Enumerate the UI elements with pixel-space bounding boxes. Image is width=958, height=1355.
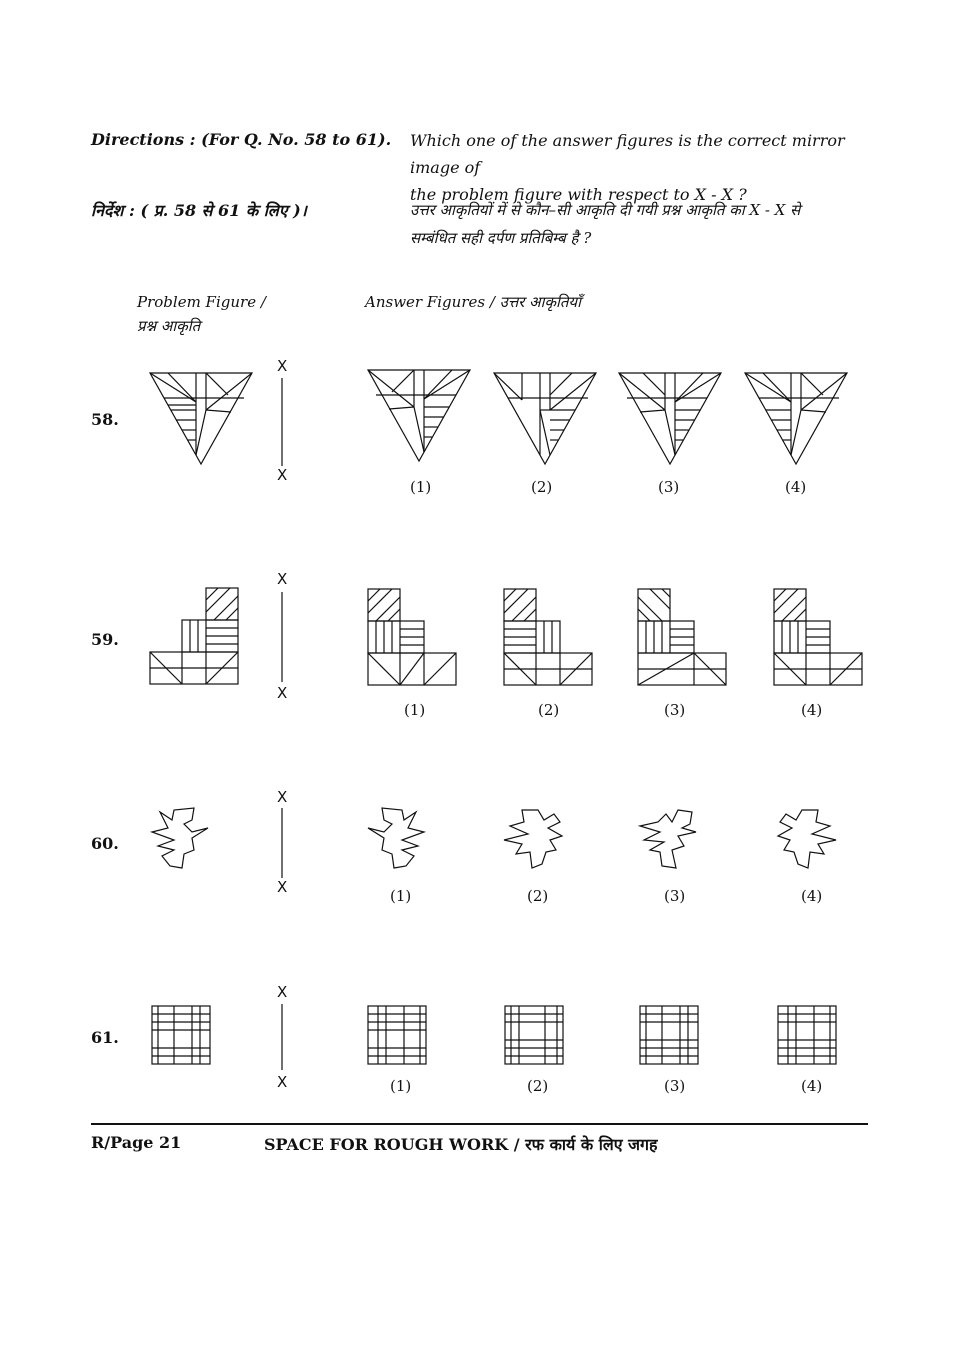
mirror-label-bottom: X: [277, 466, 288, 484]
answer-figure-60-3: [636, 806, 702, 872]
directions-text-en-line2: the problem figure with respect to X - X ?: [410, 185, 747, 204]
footer-divider: [91, 1123, 868, 1125]
option-label: (3): [664, 887, 686, 905]
problem-figure-60: [148, 806, 214, 872]
option-label: (2): [527, 887, 549, 905]
problem-figure-header: [137, 290, 266, 338]
mirror-label-top: X: [277, 983, 288, 1001]
mirror-line: [280, 592, 284, 682]
answer-figure-60-4: [774, 806, 840, 872]
mirror-line: [280, 808, 284, 878]
answer-figure-59-2: [502, 587, 594, 687]
option-label: (4): [801, 701, 823, 719]
option-label: (1): [390, 887, 412, 905]
answer-figure-61-2: [503, 1004, 567, 1066]
answer-figure-61-1: [366, 1004, 430, 1066]
answer-figure-58-2: [492, 370, 598, 466]
question-number: 58.: [91, 410, 119, 429]
option-label: (2): [538, 701, 560, 719]
directions-text-hi-line1: उत्तर आकृतियों में से कौन–सी आकृति दी गयी प्रश्न आकृति का X - X से: [410, 201, 801, 219]
mirror-line: [280, 378, 284, 466]
mirror-label-top: X: [277, 357, 288, 375]
mirror-label-bottom: X: [277, 1073, 288, 1091]
problem-figure-58: [148, 370, 254, 466]
problem-figure-59: [148, 586, 240, 686]
mirror-line: [280, 1004, 284, 1070]
answer-figure-61-4: [776, 1004, 840, 1066]
option-label: (4): [785, 478, 807, 496]
answer-figures-header: Answer Figures / उत्तर आकृतियाँ: [365, 293, 582, 311]
problem-figure-header-line2: प्रश्न आकृति: [137, 317, 201, 335]
mirror-label-bottom: X: [277, 684, 288, 702]
mirror-label-top: X: [277, 788, 288, 806]
answer-figure-60-1: [362, 806, 428, 872]
answer-figure-58-1: [366, 367, 472, 463]
problem-figure-header-line1: Problem Figure /: [137, 293, 266, 311]
directions-text-hi: [410, 196, 880, 252]
option-label: (2): [527, 1077, 549, 1095]
option-label: (1): [404, 701, 426, 719]
directions-text-en-line1: Which one of the answer figures is the correct mirror image of: [410, 131, 845, 177]
option-label: (4): [801, 1077, 823, 1095]
answer-figure-58-4: [743, 370, 849, 466]
mirror-label-top: X: [277, 570, 288, 588]
answer-figure-59-4: [772, 587, 864, 687]
question-number: 60.: [91, 834, 119, 853]
option-label: (2): [531, 478, 553, 496]
directions-text-hi-line2: सम्बंधित सही दर्पण प्रतिबिम्ब है ?: [410, 229, 592, 247]
answer-figure-58-3: [617, 370, 723, 466]
option-label: (3): [664, 701, 686, 719]
option-label: (4): [801, 887, 823, 905]
option-label: (3): [664, 1077, 686, 1095]
option-label: (3): [658, 478, 680, 496]
problem-figure-61: [150, 1004, 214, 1066]
answer-figure-59-1: [366, 587, 458, 687]
directions-label-en: Directions : (For Q. No. 58 to 61).: [91, 130, 392, 149]
answer-figure-60-2: [500, 806, 566, 872]
option-label: (1): [410, 478, 432, 496]
option-label: (1): [390, 1077, 412, 1095]
question-number: 61.: [91, 1028, 119, 1047]
answer-figure-61-3: [638, 1004, 702, 1066]
mirror-label-bottom: X: [277, 878, 288, 896]
page-number: R/Page 21: [91, 1133, 182, 1152]
rough-work-label: SPACE FOR ROUGH WORK / रफ कार्य के लिए जगह: [264, 1135, 658, 1154]
question-number: 59.: [91, 630, 119, 649]
answer-figure-59-3: [636, 587, 728, 687]
directions-label-hi: निर्देश : ( प्र. 58 से 61 के लिए )।: [91, 201, 307, 220]
